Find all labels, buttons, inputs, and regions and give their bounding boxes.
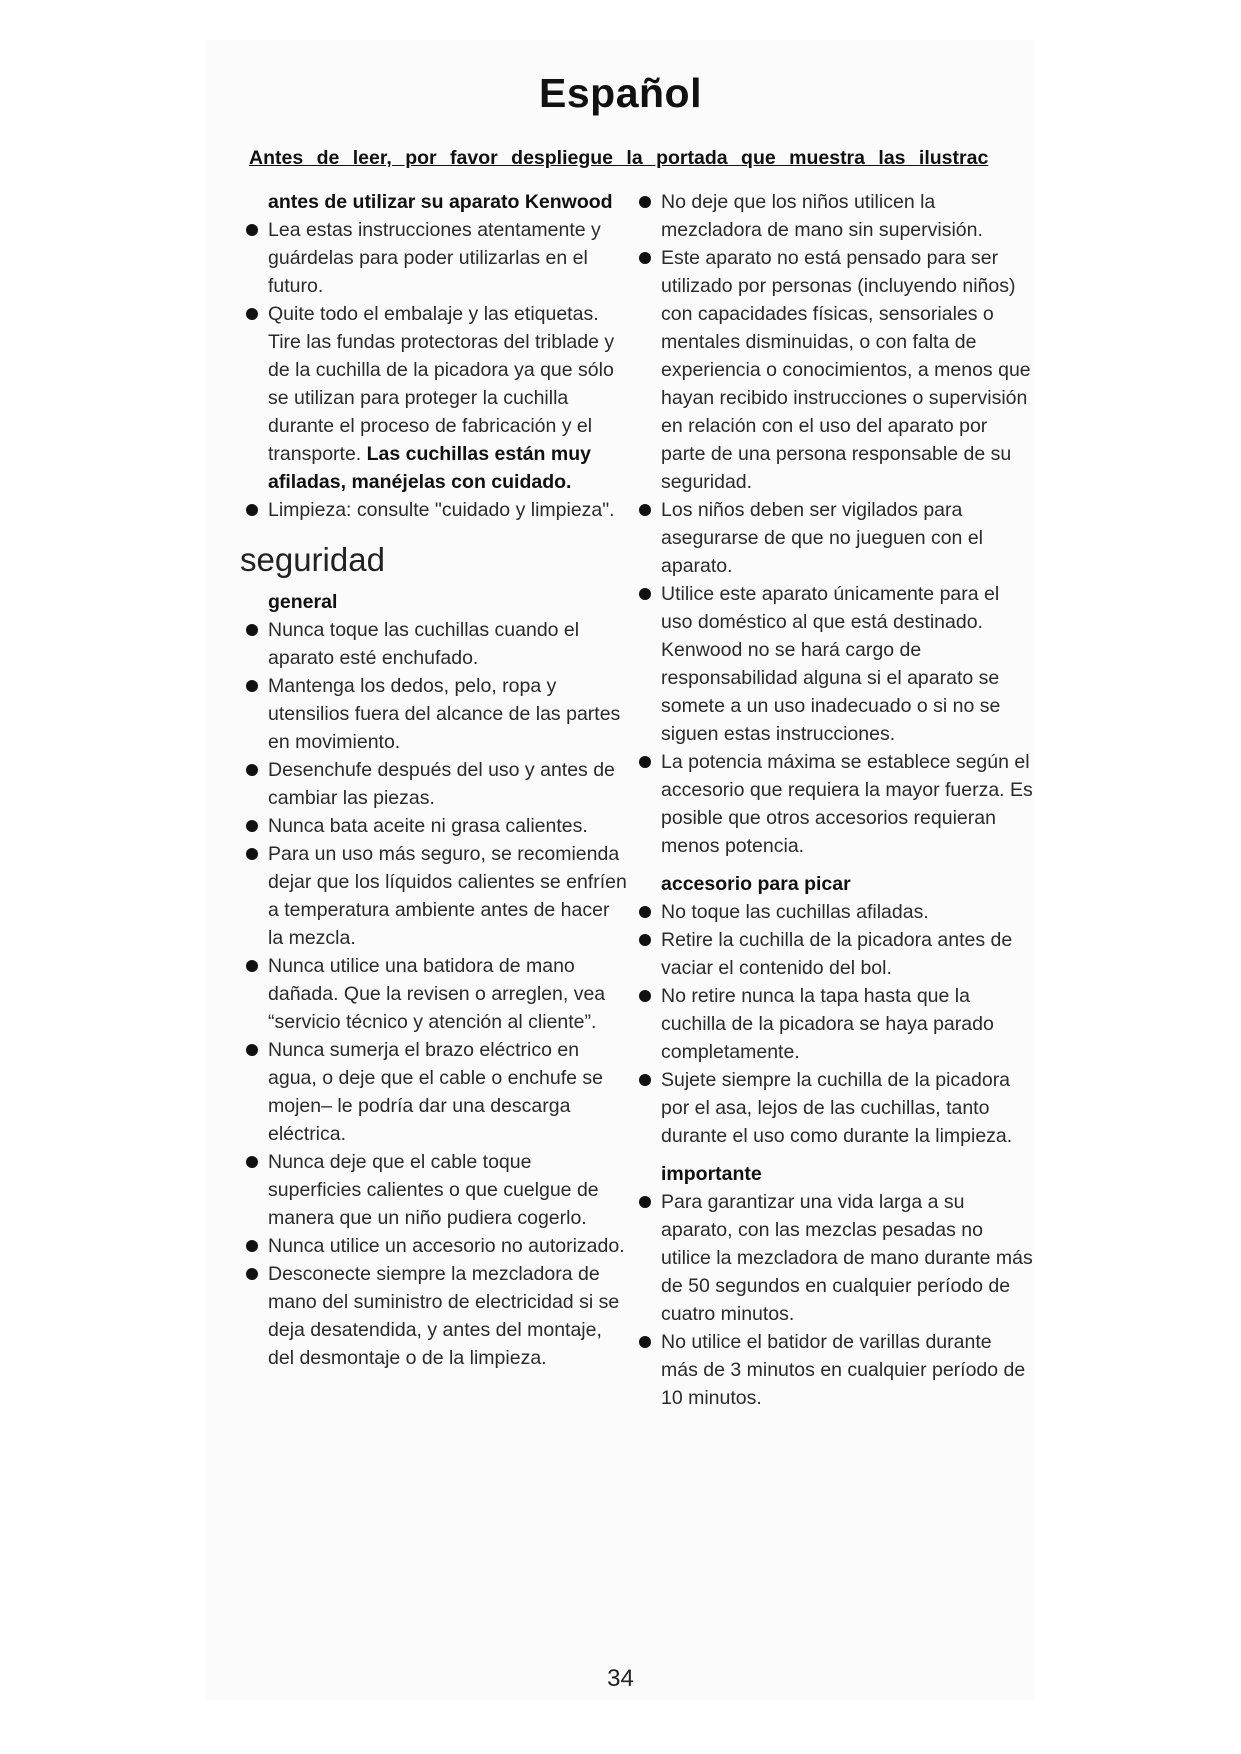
bullet-icon [246,960,258,972]
left-column [240,188,630,1372]
right-column [633,188,1033,1412]
list-item: No deje que los niños utilicen la mezcladora de mano sin supervisión. [633,188,1033,244]
important-heading: importante [661,1163,762,1185]
page-number: 34 [607,1665,634,1692]
list-item: No utilice el batidor de varillas durante más de 3 minutos en cualquier período de 10 minutos. [633,1328,1033,1412]
bullet-icon [639,906,651,918]
bullet-icon [246,764,258,776]
list-item: Nunca sumerja el brazo eléctrico en agua, o deje que el cable o enchufe se mojen– le podría dar una descarga eléctrica. [240,1036,630,1148]
list-item: Desconecte siempre la mezcladora de mano del suministro de electricidad si se deja desatendida, y antes del montaje, del desmontaje o de la limpieza. [240,1260,630,1372]
bullet-icon [246,680,258,692]
list-item: Retire la cuchilla de la picadora antes de vaciar el contenido del bol. [633,926,1033,982]
list-item: Este aparato no está pensado para ser utilizado por personas (incluyendo niños) con capacidades físicas, sensoriales o mentales disminuidas, o con falta de experiencia o conocimientos, a menos que hayan recibido instrucciones o supervisión en relación con el uso del aparato por parte de una persona responsable de su seguridad. [633,244,1033,496]
bullet-icon [246,308,258,320]
list-item: Nunca toque las cuchillas cuando el aparato esté enchufado. [240,616,630,672]
fold-out-notice: Antes de leer, por favor despliegue la portada que muestra las ilustrac [249,147,989,169]
bullet-icon [246,504,258,516]
bullet-icon [639,756,651,768]
list-item: No toque las cuchillas afiladas. [633,898,1033,926]
list-item: Lea estas instrucciones atentamente y guárdelas para poder utilizarlas en el futuro. [240,216,630,300]
list-item: Nunca utilice una batidora de mano dañada. Que la revisen o arreglen, vea “servicio técnico y atención al cliente”. [240,952,630,1036]
spacer [633,1150,1033,1160]
bullet-icon [639,934,651,946]
before-use-heading: antes de utilizar su aparato Kenwood [268,191,613,213]
list-item: Para garantizar una vida larga a su aparato, con las mezclas pesadas no utilice la mezcladora de mano durante más de 50 segundos en cualquier período de cuatro minutos. [633,1188,1033,1328]
bullet-icon [639,588,651,600]
bullet-icon [246,1240,258,1252]
safety-section-title: seguridad [240,541,385,578]
bullet-icon [639,196,651,208]
list-item: Sujete siempre la cuchilla de la picadora por el asa, lejos de las cuchillas, tanto durante el uso como durante la limpieza. [633,1066,1033,1150]
bullet-icon [246,224,258,236]
list-item: Limpieza: consulte "cuidado y limpieza". [240,496,630,524]
bullet-icon [246,1044,258,1056]
bullet-icon [246,820,258,832]
general-heading: general [268,591,338,613]
list-item: Desenchufe después del uso y antes de cambiar las piezas. [240,756,630,812]
bullet-icon [246,624,258,636]
list-item: Para un uso más seguro, se recomienda dejar que los líquidos calientes se enfríen a temperatura ambiente antes de hacer la mezcla. [240,840,630,952]
list-item: Mantenga los dedos, pelo, ropa y utensilios fuera del alcance de las partes en movimiento. [240,672,630,756]
blade-warning: Las cuchillas están muy afiladas, manéjelas con cuidado. [268,443,591,493]
list-item: Utilice este aparato únicamente para el uso doméstico al que está destinado. Kenwood no se hará cargo de responsabilidad alguna si el aparato se somete a un uso inadecuado o si no se siguen estas instrucciones. [633,580,1033,748]
list-item: Nunca utilice un accesorio no autorizado. [240,1232,630,1260]
chopper-heading: accesorio para picar [661,873,851,895]
list-item: Quite todo el embalaje y las etiquetas. Tire las fundas protectoras del triblade y de la cuchilla de la picadora ya que sólo se utilizan para proteger la cuchilla durante el proceso de fabricación y el transporte. Las cuchillas están muy afiladas, manéjelas con cuidado. [240,300,630,496]
list-item: Los niños deben ser vigilados para asegurarse de que no jueguen con el aparato. [633,496,1033,580]
bullet-icon [639,504,651,516]
list-item: No retire nunca la tapa hasta que la cuchilla de la picadora se haya parado completamente. [633,982,1033,1066]
spacer [633,860,1033,870]
bullet-icon [639,990,651,1002]
page-title: Español [539,70,702,116]
bullet-icon [639,252,651,264]
bullet-icon [639,1336,651,1348]
bullet-icon [246,1268,258,1280]
bullet-icon [246,848,258,860]
bullet-icon [639,1196,651,1208]
list-item: Nunca deje que el cable toque superficies calientes o que cuelgue de manera que un niño pudiera cogerlo. [240,1148,630,1232]
bullet-icon [246,1156,258,1168]
list-item: La potencia máxima se establece según el accesorio que requiera la mayor fuerza. Es posible que otros accesorios requieran menos potencia. [633,748,1033,860]
bullet-icon [639,1074,651,1086]
list-item: Nunca bata aceite ni grasa calientes. [240,812,630,840]
